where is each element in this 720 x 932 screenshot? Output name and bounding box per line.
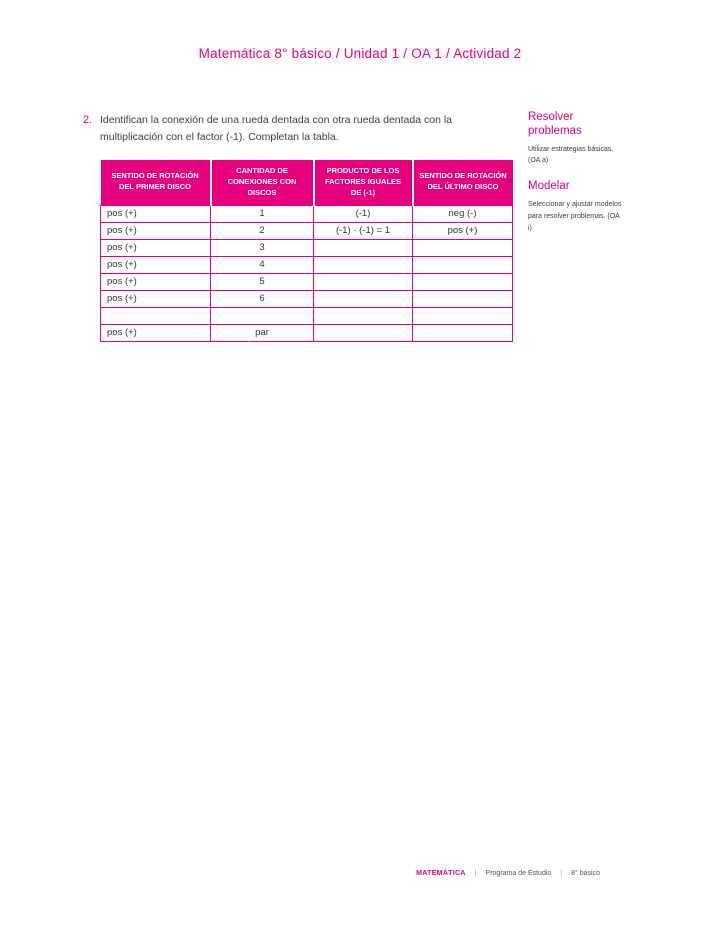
table-cell (413, 324, 513, 341)
table-cell: pos (+) (101, 324, 211, 341)
table-cell (314, 273, 413, 290)
table-cell (413, 290, 513, 307)
table-cell: pos (+) (101, 273, 211, 290)
table-cell: pos (+) (101, 290, 211, 307)
table-row (101, 239, 513, 256)
table-header-cell: CANTIDAD DE CONEXIONES CON DISCOS (211, 160, 314, 205)
table-cell (314, 324, 413, 341)
table-row (101, 307, 513, 324)
table-cell: 3 (211, 239, 314, 256)
table-header-cell: PRODUCTO DE LOS FACTORES IGUALES DE (-1) (314, 160, 413, 205)
footer-program: Programa de Estudio (485, 870, 552, 877)
table-cell: pos (+) (101, 205, 211, 222)
activity-item (83, 112, 513, 146)
table-cell (314, 290, 413, 307)
table-cell: par (211, 324, 314, 341)
table-cell: 4 (211, 256, 314, 273)
table-cell (413, 239, 513, 256)
table-cell (314, 256, 413, 273)
sidebar-text-resolver-problemas: Utilizar estrategias básicas. (OA a) (528, 145, 614, 165)
sidebar-text-modelar: Seleccionar y ajustar modelos para resolver problemas. (OA i) (528, 201, 622, 232)
table-header-cell: SENTIDO DE ROTACIÓN DEL ÚLTIMO DISCO (413, 160, 513, 205)
table-cell: pos (+) (101, 239, 211, 256)
table-cell (413, 273, 513, 290)
footer-brand: MATEMÁTICA (416, 870, 466, 877)
activity-text: Identifican la conexión de una rueda dentada con otra rueda dentada con la multiplicación con el factor (-1). Completan la tabla. (100, 114, 453, 143)
table-row (101, 256, 513, 273)
table-cell: pos (+) (101, 256, 211, 273)
table-cell: 1 (211, 205, 314, 222)
table-row (101, 324, 513, 341)
table-row (101, 205, 513, 222)
activity-number: 2. (83, 114, 93, 126)
table-cell: pos (+) (101, 222, 211, 239)
page-title: Matemática 8° básico / Unidad 1 / OA 1 / Actividad 2 (198, 46, 522, 61)
sidebar-heading-resolver-problemas: Resolver problemas (528, 111, 582, 137)
table-cell: 6 (211, 290, 314, 307)
table-header-row (101, 160, 513, 205)
table-cell (211, 307, 314, 324)
table-row (101, 273, 513, 290)
table-cell (314, 239, 413, 256)
activity-table-container (100, 160, 513, 342)
footer-divider: | (474, 870, 477, 877)
table-cell: (-1) (314, 205, 413, 222)
table-cell (101, 307, 211, 324)
table-row (101, 290, 513, 307)
activity-table (100, 160, 513, 342)
table-row (101, 222, 513, 239)
table-cell: (-1) · (-1) = 1 (314, 222, 413, 239)
table-cell: 2 (211, 222, 314, 239)
sidebar-heading-modelar: Modelar (528, 180, 570, 193)
table-cell (413, 256, 513, 273)
footer-grade: 8° básico (571, 870, 600, 877)
table-cell: 5 (211, 273, 314, 290)
sidebar (528, 111, 624, 248)
page-footer (416, 870, 600, 877)
table-cell: pos (+) (413, 222, 513, 239)
footer-divider: | (560, 870, 563, 877)
table-cell (413, 307, 513, 324)
table-header-cell: SENTIDO DE ROTACIÓN DEL PRIMER DISCO (101, 160, 211, 205)
table-cell: neg (-) (413, 205, 513, 222)
table-cell (314, 307, 413, 324)
